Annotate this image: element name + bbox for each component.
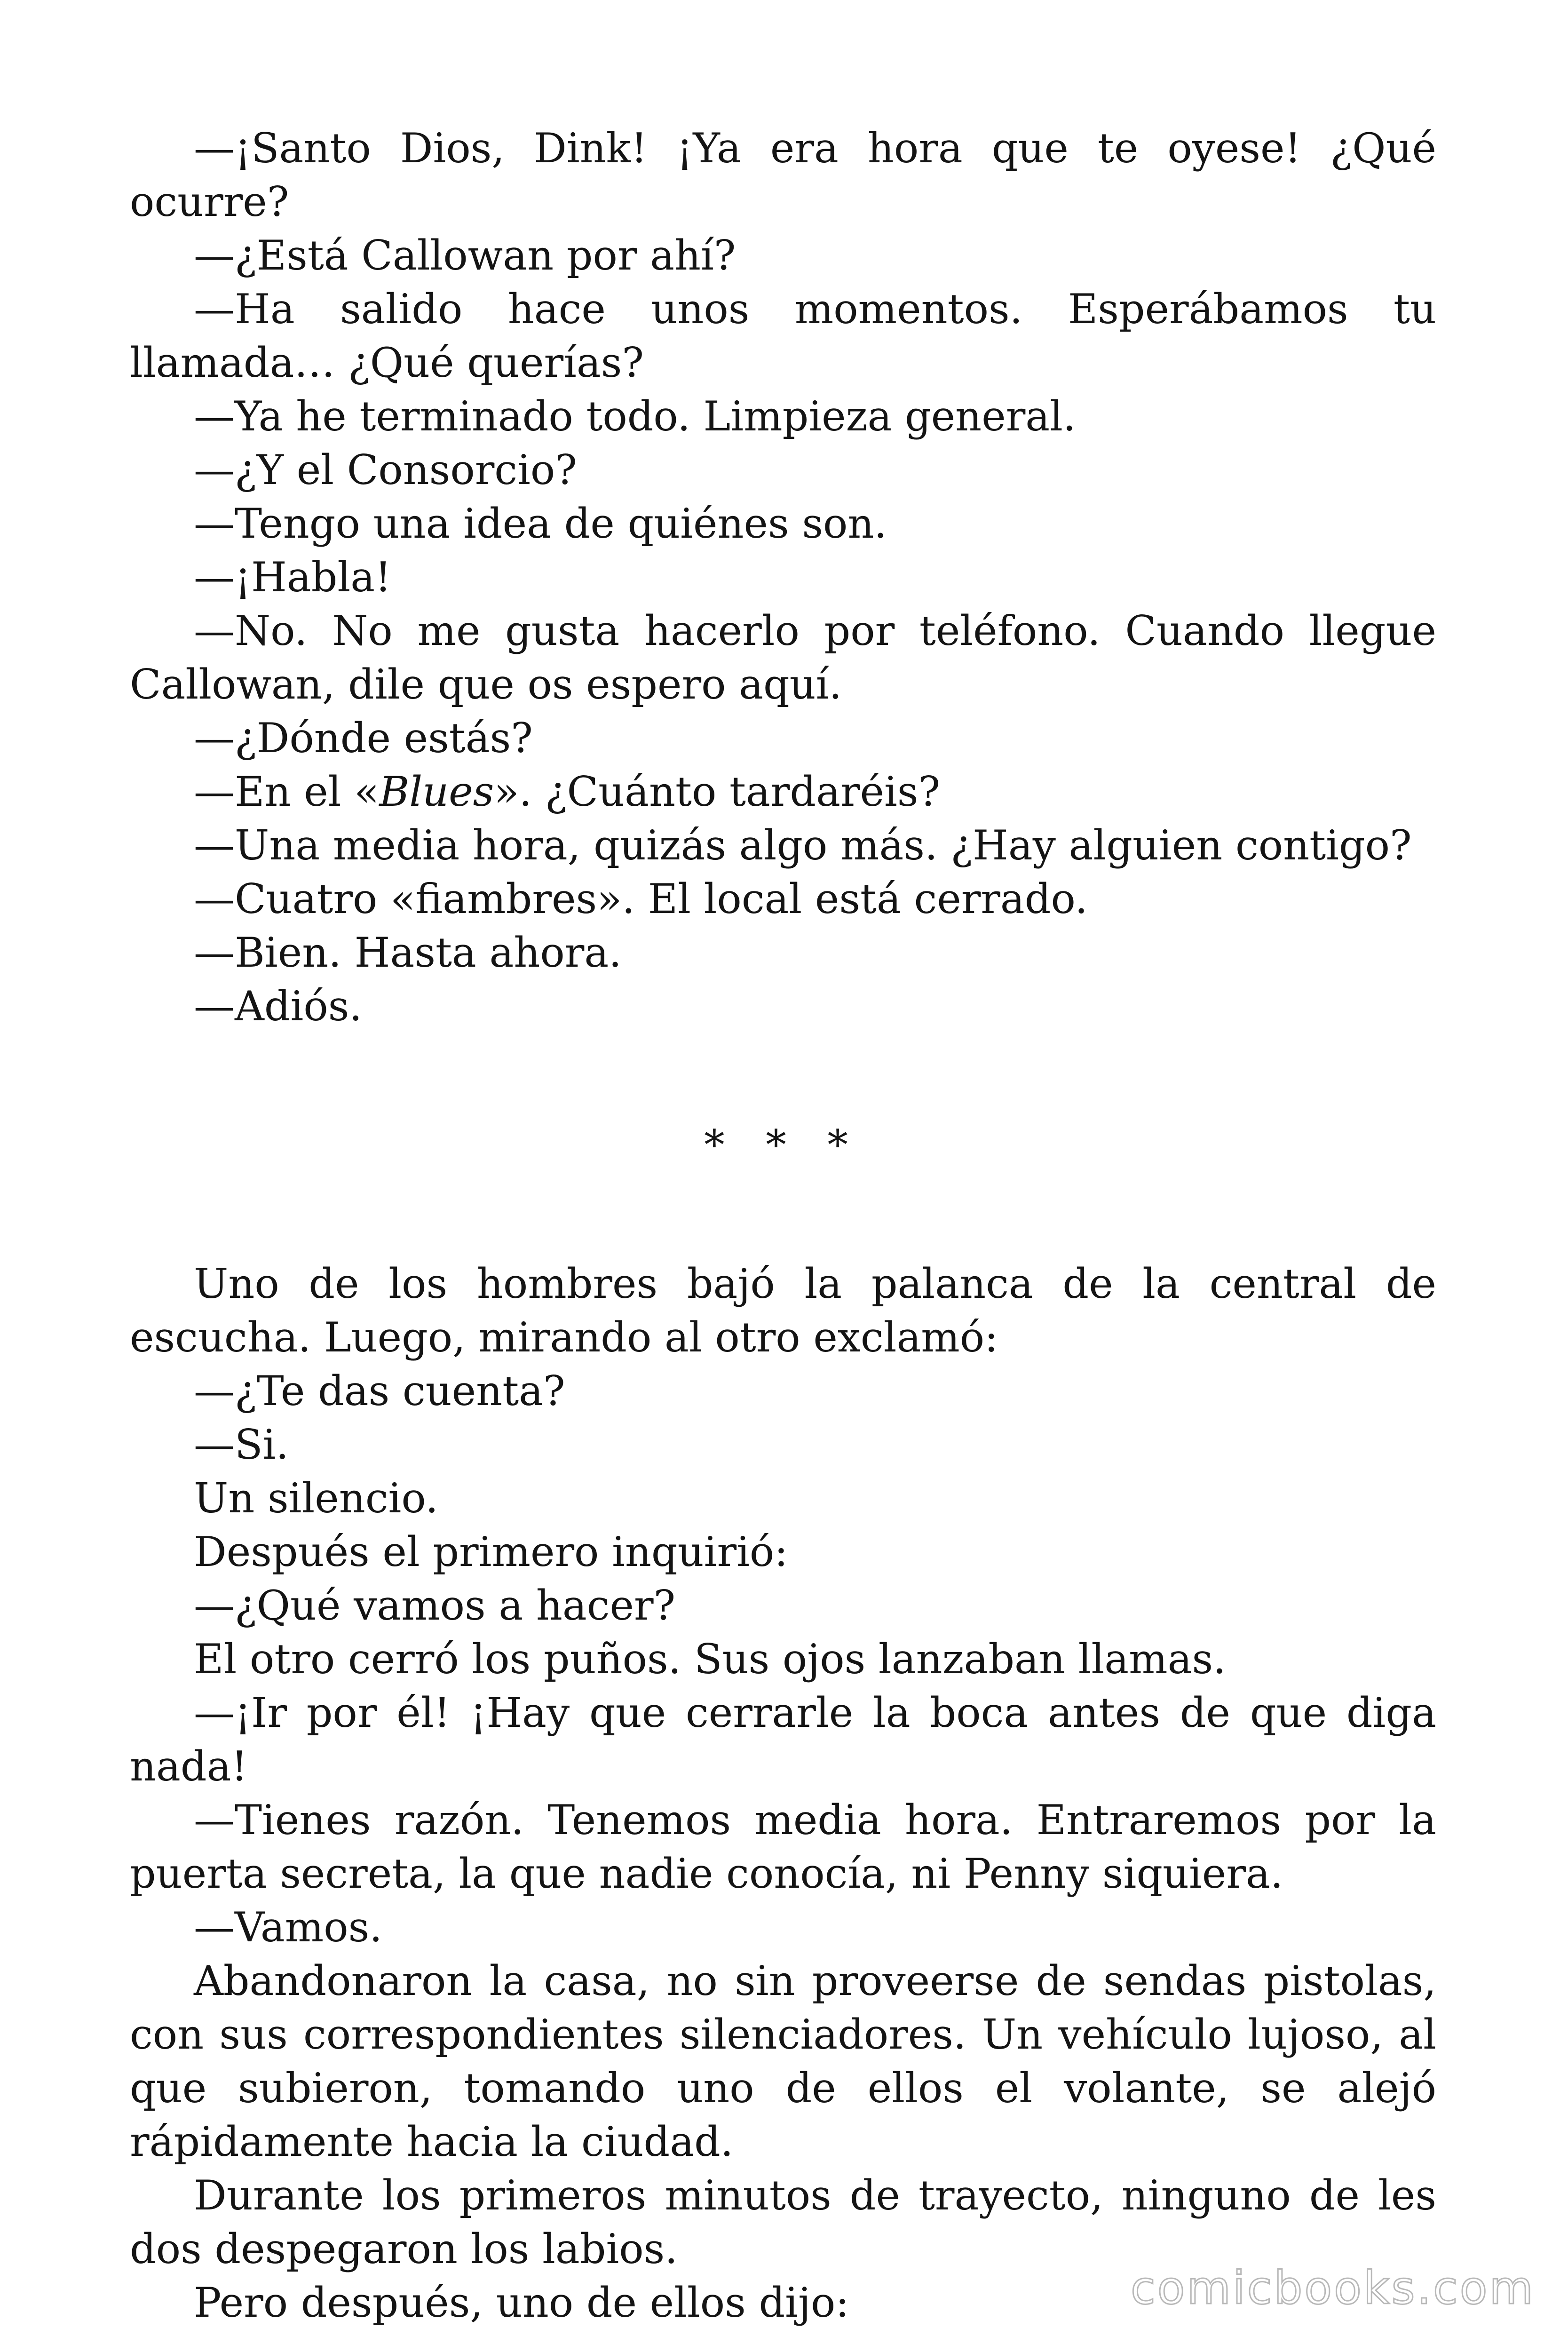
paragraph: —Una media hora, quizás algo más. ¿Hay alguien contigo? [194, 821, 1412, 869]
book-page [130, 121, 1436, 2329]
paragraph: —¿Y el Consorcio? [194, 446, 577, 494]
paragraph: —¿Está Callowan por ahí? [194, 231, 736, 279]
paragraph: El otro cerró los puños. Sus ojos lanzaban llamas. [194, 1635, 1226, 1683]
paragraph: —Ha salido hace unos momentos. Esperábamos tu llamada… ¿Qué querías? [130, 285, 1436, 387]
paragraph: —No. No me gusta hacerlo por teléfono. Cuando llegue Callowan, dile que os espero aquí. [130, 607, 1436, 708]
paragraph: —Tienes razón. Tenemos media hora. Entraremos por la puerta secreta, la que nadie conocía, ni Penny siquiera. [130, 1796, 1436, 1898]
paragraph: Uno de los hombres bajó la palanca de la central de escucha. Luego, mirando al otro exclamó: [130, 1260, 1436, 1361]
paragraph: —¿Dónde estás? [194, 714, 533, 762]
paragraph: —Vamos. [194, 1903, 382, 1951]
paragraph: —¡Habla! [194, 553, 392, 601]
paragraph: —Si. [194, 1421, 289, 1469]
paragraph: Durante los primeros minutos de trayecto, ninguno de les dos despegaron los labios. [130, 2171, 1436, 2273]
paragraph: Después el primero inquirió: [194, 1528, 788, 1576]
paragraph: Abandonaron la casa, no sin proveerse de sendas pistolas, con sus correspondientes silenciadores. Un vehículo lujoso, al que subieron, tomando uno de ellos el volante, se alejó rápidamente hacia la ciudad. [130, 1957, 1436, 2166]
paragraph: —¡Ir por él! ¡Hay que cerrarle la boca antes de que diga nada! [130, 1689, 1436, 1790]
paragraph: —¡Santo Dios, Dink! ¡Ya era hora que te oyese! ¿Qué ocurre? [130, 124, 1436, 226]
paragraph: —Tengo una idea de quiénes son. [194, 500, 887, 548]
paragraph: —Bien. Hasta ahora. [194, 929, 622, 977]
paragraph: —Adiós. [194, 982, 363, 1030]
paragraph: —¿Qué vamos a hacer? [194, 1581, 676, 1629]
blues-suffix: ». ¿Cuánto tardaréis? [494, 768, 941, 816]
paragraph: —Cuatro «fiambres». El local está cerrado. [194, 875, 1088, 923]
paragraph: —¿Te das cuenta? [194, 1367, 565, 1415]
paragraph-blues [130, 765, 1436, 818]
paragraph: Un silencio. [194, 1474, 438, 1522]
watermark-logo: comicbooks.com [1130, 2262, 1535, 2314]
section-separator: * * * [704, 1121, 862, 1169]
blues-italic: Blues [379, 768, 494, 816]
blues-prefix: —En el « [194, 768, 380, 816]
paragraph: Pero después, uno de ellos dijo: [194, 2279, 849, 2327]
paragraph: —Ya he terminado todo. Limpieza general. [194, 392, 1076, 440]
